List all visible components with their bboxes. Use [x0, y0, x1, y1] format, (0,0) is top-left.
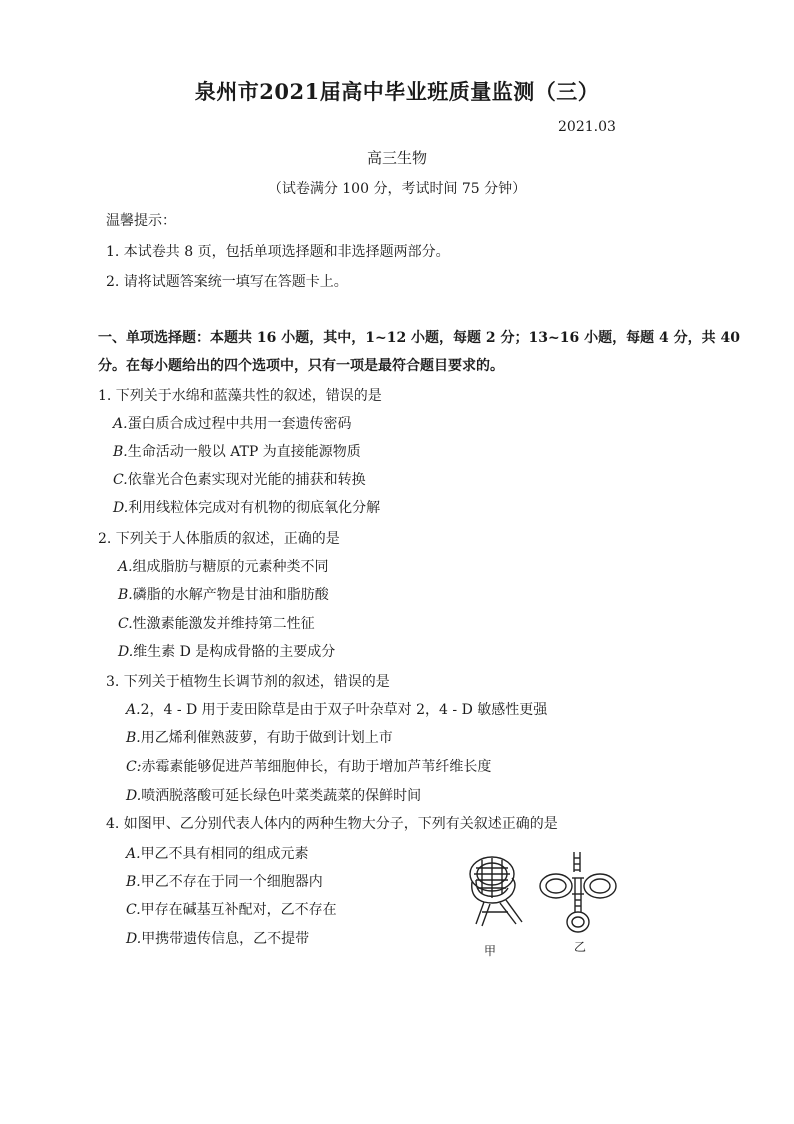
option [113, 469, 366, 489]
option-text: 甲携带遗传信息，乙不提带 [141, 931, 310, 947]
option-text: 磷脂的水解产物是甘油和脂肪酸 [132, 587, 329, 603]
option-text: 2，4 - D 用于麦田除草是由于双子叶杂草对 2，4 - D 敏感性更强 [140, 702, 548, 718]
option [118, 556, 329, 576]
option-text: 喷洒脱落酸可延长绿色叶菜类蔬菜的保鲜时间 [141, 788, 422, 804]
option-letter: B. [126, 730, 141, 746]
option [126, 699, 547, 719]
option-text: 用乙烯利催熟菠萝，有助于做到计划上市 [140, 730, 393, 746]
tip-item: 1. 本试卷共 8 页，包括单项选择题和非选择题两部分。 [106, 244, 450, 260]
option-text: 甲存在碱基互补配对，乙不存在 [140, 902, 337, 918]
tip-item: 2. 请将试题答案统一填写在答题卡上。 [106, 274, 348, 290]
option-text: 组成脂肪与糖原的元素种类不同 [132, 559, 329, 575]
option [118, 641, 335, 661]
page-title: 泉州市2021届高中毕业班质量监测（三） [194, 79, 600, 104]
question-stem: 3. 下列关于植物生长调节剂的叙述，错误的是 [106, 674, 390, 690]
option-letter: D. [126, 788, 142, 804]
molecule-yi-drawing [540, 852, 616, 932]
option [126, 899, 337, 919]
option-text: 蛋白质合成过程中共用一套遗传密码 [127, 416, 352, 432]
option-letter: A. [126, 846, 141, 862]
option-letter: C. [113, 472, 128, 488]
option-letter: C: [126, 759, 142, 775]
option-letter: A. [113, 416, 128, 432]
exam-note: （试卷满分 100 分，考试时间 75 分钟） [267, 181, 527, 197]
option-letter: B. [126, 874, 141, 890]
option-letter: D. [118, 644, 134, 660]
molecule-jia-drawing [470, 857, 522, 926]
section-heading-line: 分。在每小题给出的四个选项中，只有一项是最符合题目要求的。 [98, 358, 504, 374]
option [118, 613, 315, 633]
option [113, 441, 361, 461]
question-stem: 4. 如图甲、乙分别代表人体内的两种生物大分子，下列有关叙述正确的是 [106, 816, 558, 832]
option-text: 维生素 D 是构成骨骼的主要成分 [133, 644, 336, 660]
subject-title: 高三生物 [366, 149, 427, 167]
option-text: 甲乙不存在于同一个细胞器内 [140, 874, 323, 890]
option-letter: D. [126, 931, 142, 947]
option-letter: D. [113, 500, 129, 516]
option-text: 性激素能激发并维持第二性征 [132, 616, 315, 632]
option-text: 赤霉素能够促进芦苇细胞伸长，有助于增加芦苇纤维长度 [141, 759, 492, 775]
exam-date: 2021.03 [558, 119, 616, 135]
option [126, 756, 491, 776]
molecule-jia-label: 甲 [484, 944, 497, 958]
option-letter: A. [118, 559, 133, 575]
option [126, 785, 421, 805]
option [126, 871, 323, 891]
option-text: 利用线粒体完成对有机物的彻底氧化分解 [128, 500, 381, 516]
option [126, 928, 309, 948]
tips-heading: 温馨提示： [106, 213, 176, 229]
question-stem: 1. 下列关于水绵和蓝藻共性的叙述，错误的是 [98, 388, 382, 404]
option-letter: A. [126, 702, 141, 718]
option-letter: B. [118, 587, 133, 603]
option-text: 甲乙不具有相同的组成元素 [140, 846, 309, 862]
molecule-yi-label: 乙 [574, 940, 587, 954]
option-letter: B. [113, 444, 128, 460]
section-heading-line: 一、单项选择题：本题共 16 小题，其中，1~12 小题，每题 2 分；13~16 小题，每题 4 分，共 40 [98, 330, 740, 346]
option-text: 依靠光合色素实现对光能的捕获和转换 [127, 472, 366, 488]
option [126, 727, 393, 747]
option [126, 843, 309, 863]
question-stem: 2. 下列关于人体脂质的叙述，正确的是 [98, 531, 340, 547]
option [113, 497, 380, 517]
option-letter: C. [126, 902, 141, 918]
molecule-figure [462, 850, 632, 960]
option-text: 生命活动一般以 ATP 为直接能源物质 [127, 444, 361, 460]
option-letter: C. [118, 616, 133, 632]
option [118, 584, 329, 604]
option [113, 413, 352, 433]
